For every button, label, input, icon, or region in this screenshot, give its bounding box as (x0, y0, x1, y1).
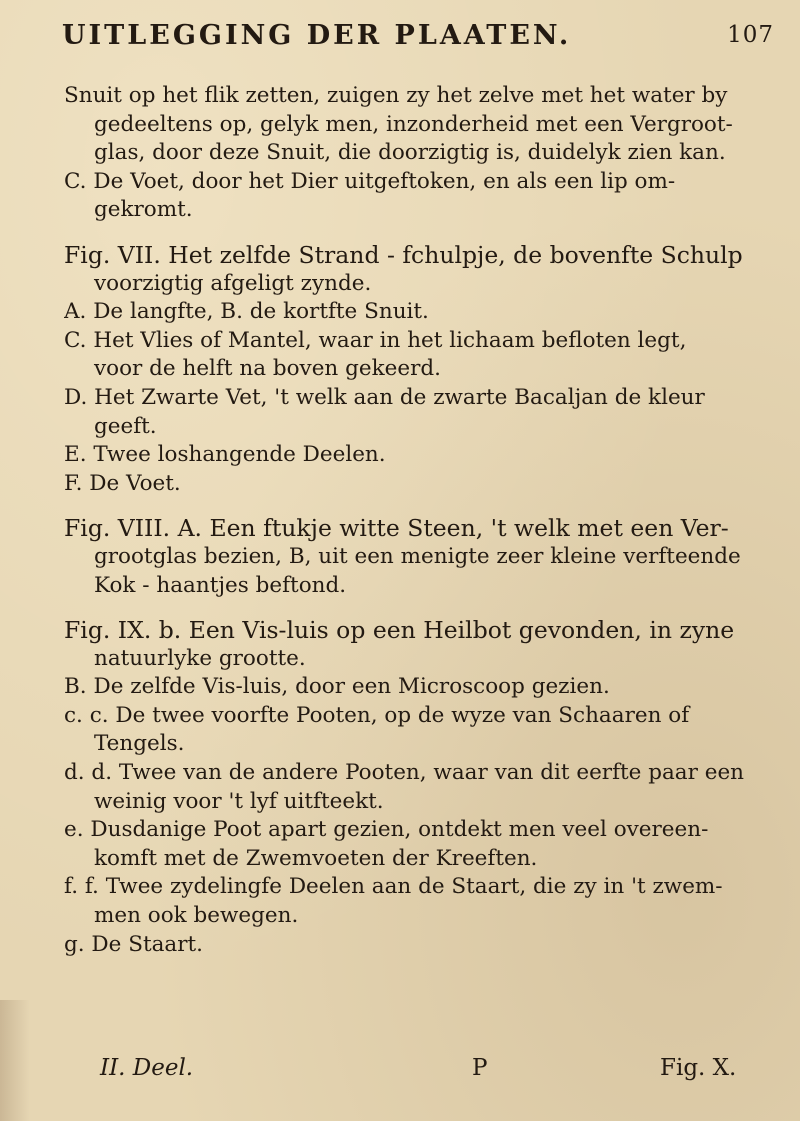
catchword: Fig. X. (660, 1055, 737, 1081)
figure-heading: Fig. IX. b. Een Vis-luis op een Heilbot gevonden, in zyne (64, 616, 735, 645)
text-line: e. Dusdanige Poot apart gezien, ontdekt men veel overeen- (64, 817, 709, 843)
text-line: F. De Voet. (64, 470, 181, 496)
text-line: D. Het Zwarte Vet, 't welk aan de zwarte Bacaljan de kleur (64, 384, 705, 410)
text-line: g. De Staart. (64, 931, 203, 957)
text-line: gedeeltens op, gelyk men, inzonderheid met een Vergroot- (94, 111, 733, 137)
text-line: f. f. Twee zydelingfe Deelen aan de Staart, die zy in 't zwem- (64, 874, 723, 900)
page-footer (0, 1055, 800, 1095)
text-line: grootglas bezien, B, uit een menigte zeer kleine verfteende (94, 543, 741, 569)
text-line: voorzigtig afgeligt zynde. (94, 270, 372, 296)
text-line: gekromt. (94, 197, 193, 223)
text-line: voor de helft na boven gekeerd. (94, 356, 441, 382)
text-line: d. d. Twee van de andere Pooten, waar van dit eerfte paar een (64, 760, 745, 786)
text-line: geeft. (94, 413, 157, 439)
page-number: 107 (727, 22, 774, 48)
signature-mark: P (472, 1055, 488, 1081)
text-line: Tengels. (94, 731, 185, 757)
text-line: E. Twee loshangende Deelen. (64, 442, 386, 468)
text-line: C. De Voet, door het Dier uitgeftoken, en als een lip om- (64, 168, 676, 194)
text-line: glas, door deze Snuit, die doorzigtig is, duidelyk zien kan. (94, 140, 726, 166)
text-line: A. De langfte, B. de kortfte Snuit. (64, 299, 429, 325)
running-head (62, 20, 782, 68)
text-line: B. De zelfde Vis-luis, door een Microscoop gezien. (64, 674, 610, 700)
figure-heading: Fig. VIII. A. Een ftukje witte Steen, 't welk met een Ver- (64, 514, 729, 543)
figure-heading: Fig. VII. Het zelfde Strand - fchulpje, de bovenfte Schulp (64, 240, 743, 269)
text-line: komft met de Zwemvoeten der Kreeften. (94, 845, 538, 871)
text-line: Kok - haantjes beftond. (94, 572, 347, 598)
page-edge-shadow (0, 1000, 30, 1121)
text-line: c. c. De twee voorfte Pooten, op de wyze van Schaaren of (64, 702, 690, 728)
running-head-title: UITLEGGING DER PLAATEN. (62, 20, 572, 51)
text-line: Snuit op het flik zetten, zuigen zy het zelve met het water by (64, 83, 728, 108)
body-text (64, 82, 768, 959)
text-line: weinig voor 't lyf uitfteekt. (94, 788, 384, 814)
volume-marker: II. Deel. (100, 1055, 194, 1081)
text-line: men ook bewegen. (94, 903, 299, 929)
text-line: C. Het Vlies of Mantel, waar in het lichaam befloten legt, (64, 327, 687, 353)
text-line: natuurlyke grootte. (94, 645, 306, 671)
